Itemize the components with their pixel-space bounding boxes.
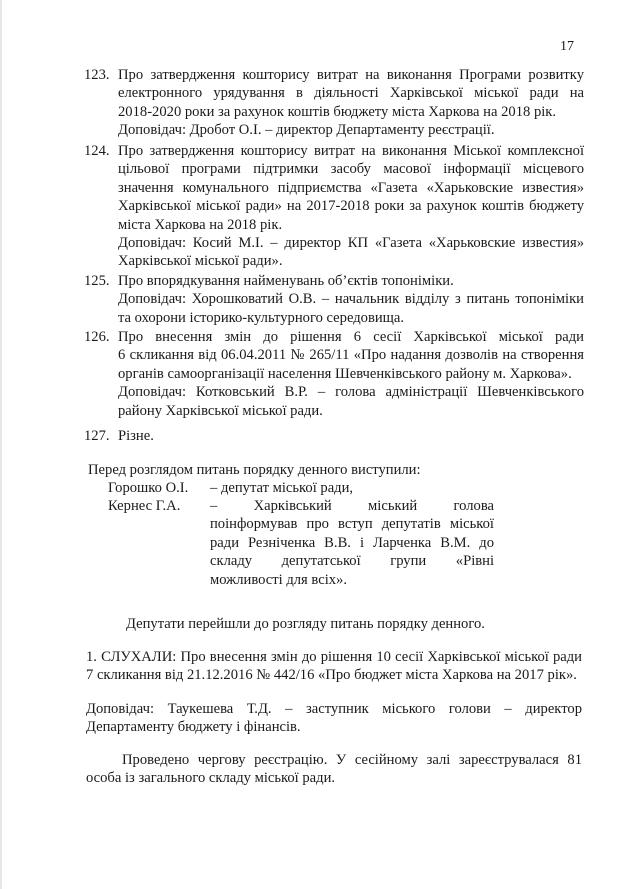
scan-edge xyxy=(0,0,2,889)
agenda-item-speaker: району Харківської міської ради. xyxy=(118,402,323,419)
agenda-item-speaker: та охорони історико-культурного середовища. xyxy=(118,309,405,326)
agenda-item-line: Харківської міської ради» на 2017-2018 роки за рахунок коштів бюджету xyxy=(118,198,584,215)
speaker-name: Кернес Г.А. xyxy=(108,498,181,514)
reporter-line: Департаменту бюджету і фінансів. xyxy=(86,719,301,736)
speaker-name: Горошко О.І. xyxy=(108,480,189,496)
reporter-text xyxy=(86,700,582,737)
speaker-role-line xyxy=(210,497,494,589)
intro-text: Перед розглядом питань порядку денного виступили: xyxy=(88,462,421,478)
agenda-item-123 xyxy=(84,66,584,140)
speaker-role-line: – Харківський міський голова xyxy=(210,498,494,514)
agenda-item-speaker: Харківської міської ради». xyxy=(118,253,283,270)
agenda-item-126 xyxy=(84,328,584,420)
agenda-item-127 xyxy=(84,427,584,445)
agenda-item-number: 127. xyxy=(84,428,110,444)
agenda-item-125 xyxy=(84,272,584,327)
agenda-item-line: Про внесення змін до рішення 6 сесії Харківської міської ради xyxy=(118,329,584,345)
agenda-item-speaker: Доповідач: Котковський В.Р. – голова адміністрації Шевченківського xyxy=(118,384,584,401)
agenda-item-line: значення комунального підприємства «Газета «Харьковские известия» xyxy=(118,179,584,196)
agenda-item-speaker: Доповідач: Косий М.І. – директор КП «Газета «Харьковские известия» xyxy=(118,235,584,252)
reporter-line: Доповідач: Таукешева Т.Д. – заступник міського голови – директор xyxy=(86,701,582,717)
speaker-role-line: складу депутатської групи «Рівні xyxy=(210,553,494,570)
agenda-item-line: 6 скликання від 06.04.2011 № 265/11 «Про надання дозволів на створення xyxy=(118,347,584,364)
agenda-item-number: 126. xyxy=(84,329,110,345)
agenda-item-number: 124. xyxy=(84,143,110,159)
speaker-role-line: поінформував про вступ депутатів міської xyxy=(210,516,494,533)
agenda-item-line: електронного урядування в діяльності Харківської міської ради на xyxy=(118,85,584,102)
agenda-item-line: цільової програми підтримки засобу масової інформації місцевого xyxy=(118,161,584,178)
registration-text: Проведено чергову реєстрацію. У сесійному залі зареєструвалася 81 особа із загального складу міської ради. xyxy=(86,752,582,787)
agenda-item-line: Різне. xyxy=(118,428,154,444)
agenda-item-line: Про затвердження кошторису витрат на виконання Програми розвитку xyxy=(118,67,584,83)
agenda-item-number: 123. xyxy=(84,67,110,83)
speaker-role-line: ради Резніченка В.В. і Ларченка В.М. до xyxy=(210,534,494,551)
agenda-item-speaker: Доповідач: Хорошковатий О.В. – начальник відділу з питань топоніміки xyxy=(118,291,584,308)
agenda-item-line: 2018-2020 роки за рахунок коштів бюджету міста Харкова на 2018 рік. xyxy=(118,103,557,120)
speaker-role-line: можливості для всіх». xyxy=(210,571,348,588)
page-number: 17 xyxy=(560,39,574,54)
speaker-role: – депутат міської ради, xyxy=(210,480,354,496)
agenda-item-line: міста Харкова на 2018 рік. xyxy=(118,216,283,233)
agenda-item-number: 125. xyxy=(84,273,110,289)
agenda-item-line: Про впорядкування найменувань об’єктів топоніміки. xyxy=(118,273,454,289)
agenda-item-124 xyxy=(84,142,584,271)
heard-text: 1. СЛУХАЛИ: Про внесення змін до рішення 10 сесії Харківської міської ради 7 скликання від 21.12.2016 № 442/16 «Про бюджет міста Харкова на 2017 рік». xyxy=(86,649,582,684)
agenda-item-line: органів самоорганізації населення Шевченківського району м. Харкова». xyxy=(118,365,572,382)
agenda-item-speaker: Доповідач: Дробот О.І. – директор Департаменту реєстрації. xyxy=(118,122,495,139)
transition-text: Депутати перейшли до розгляду питань порядку денного. xyxy=(126,616,485,632)
agenda-item-line: Про затвердження кошторису витрат на виконання Міської комплексної xyxy=(118,143,584,159)
